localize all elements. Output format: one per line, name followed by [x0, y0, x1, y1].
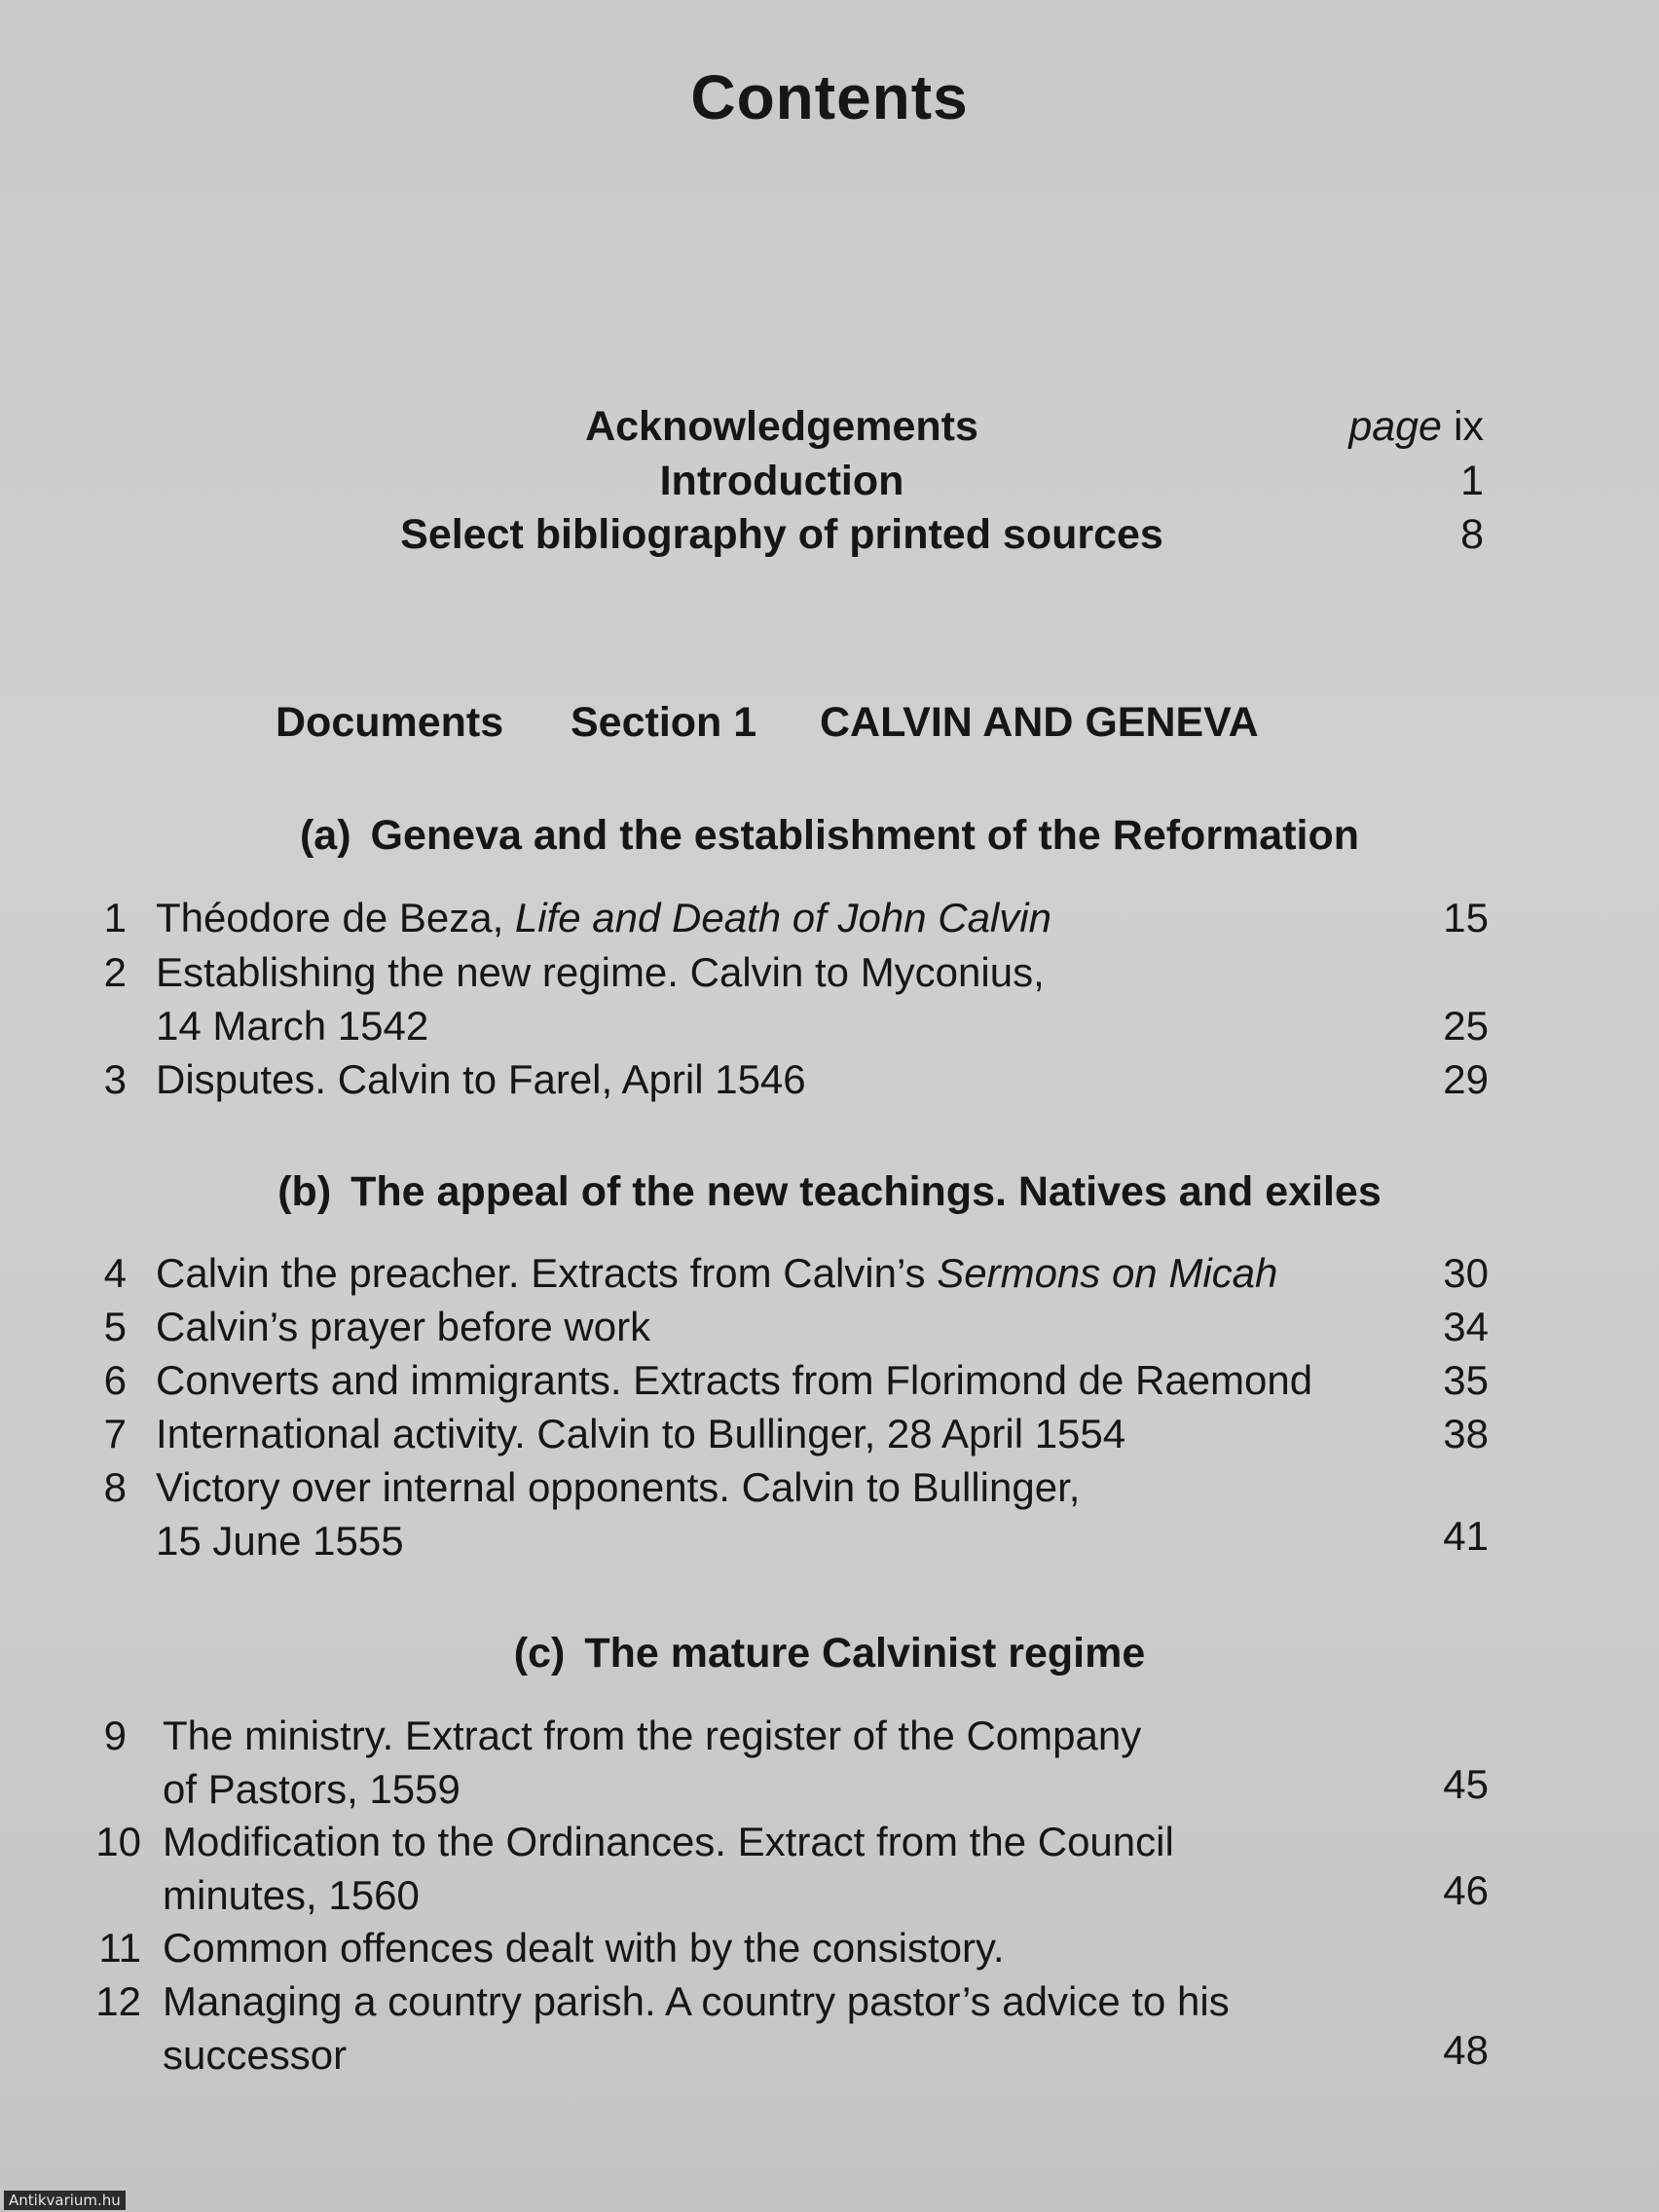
front-matter-page — [1460, 454, 1484, 508]
watermark: Antikvarium.hu — [4, 2191, 126, 2210]
documents-section-heading — [0, 695, 1659, 750]
entry-title: Modification to the Ordinances. Extract from the Council minutes, 1560 — [163, 1815, 1370, 1922]
entry-title-continuation: 14 March 1542 — [156, 1003, 429, 1049]
entry-title: International activity. Calvin to Bullinger, 28 April 1554 — [156, 1411, 1126, 1456]
front-matter-row[interactable] — [0, 399, 1659, 454]
page-number: 1 — [1460, 458, 1484, 504]
front-matter-row[interactable] — [0, 454, 1659, 508]
entry-page: 15 — [1443, 895, 1489, 940]
page-number: ix — [1453, 403, 1484, 450]
entry-number: 12 — [95, 1978, 141, 2024]
entry-page: 38 — [1443, 1411, 1489, 1456]
front-matter-label: Acknowledgements — [585, 403, 978, 450]
entry-number: 10 — [95, 1819, 141, 1864]
entry-title-continuation: minutes, 1560 — [163, 1872, 420, 1918]
entry-page: 34 — [1443, 1304, 1489, 1349]
entry-number: 9 — [103, 1713, 127, 1758]
entry-number: 3 — [103, 1056, 127, 1102]
entry-title-continuation: 15 June 1555 — [156, 1518, 404, 1564]
subsection-title: The mature Calvinist regime — [584, 1630, 1146, 1677]
entry-page: 46 — [1443, 1867, 1489, 1913]
entry-page: 29 — [1443, 1056, 1489, 1102]
front-matter-label: Select bibliography of printed sources — [400, 511, 1163, 558]
entry-page: 25 — [1443, 1003, 1489, 1049]
entry-number: 6 — [103, 1357, 127, 1403]
entry-number: 1 — [103, 895, 127, 940]
section-label: Section 1 — [571, 699, 757, 746]
entry-number: 11 — [98, 1925, 141, 1971]
front-matter-row[interactable] — [0, 507, 1659, 562]
entry-title-continuation: of Pastors, 1559 — [163, 1766, 461, 1812]
entry-title: Théodore de Beza, Life and Death of John Calvin — [156, 895, 1051, 940]
front-matter-page — [1460, 507, 1484, 562]
entry-number: 5 — [103, 1304, 127, 1349]
subsection-letter: (c) — [513, 1630, 566, 1677]
entry-title: Managing a country parish. A country pastor’s advice to his successor — [163, 1974, 1370, 2082]
entry-page: 41 — [1443, 1513, 1489, 1559]
entry-page: 48 — [1443, 2027, 1489, 2073]
page-title: Contents — [690, 62, 969, 132]
entry-number: 4 — [103, 1250, 127, 1296]
subsection-title: Geneva and the establishment of the Reformation — [370, 812, 1360, 859]
subsection-title: The appeal of the new teachings. Natives and exiles — [350, 1168, 1382, 1215]
entry-page: 30 — [1443, 1250, 1489, 1296]
entry-page: 35 — [1443, 1357, 1489, 1403]
entry-title: Calvin the preacher. Extracts from Calvin’s Sermons on Micah — [156, 1250, 1278, 1296]
entry-number: 2 — [103, 949, 127, 995]
subsection-letter: (a) — [299, 812, 351, 859]
front-matter-label: Introduction — [659, 458, 904, 504]
part-label: Documents — [276, 699, 504, 746]
entry-title: Common offences dealt with by the consistory. — [163, 1925, 1005, 1971]
section-title: CALVIN AND GENEVA — [820, 699, 1259, 746]
entry-title: The ministry. Extract from the register of the Company of Pastors, 1559 — [163, 1709, 1370, 1816]
entry-page: 45 — [1443, 1761, 1489, 1807]
entry-title: Disputes. Calvin to Farel, April 1546 — [156, 1056, 806, 1102]
entry-title-italic: Sermons on Micah — [937, 1250, 1278, 1296]
front-matter-page — [1348, 399, 1484, 454]
subsection-letter: (b) — [277, 1168, 332, 1215]
entry-title: Calvin’s prayer before work — [156, 1304, 651, 1349]
page-number: 8 — [1460, 511, 1484, 558]
entry-title: Converts and immigrants. Extracts from Florimond de Raemond — [156, 1357, 1313, 1403]
entry-title: Victory over internal opponents. Calvin to Bullinger, 15 June 1555 — [156, 1460, 1363, 1567]
entry-title-continuation: successor — [163, 2032, 348, 2078]
entry-title-italic: Life and Death of John Calvin — [514, 895, 1051, 940]
subsection-heading — [0, 1164, 1659, 1219]
entry-number: 8 — [103, 1464, 127, 1510]
page-prefix: page — [1348, 403, 1442, 450]
entry-number: 7 — [103, 1411, 127, 1456]
subsection-heading — [0, 1626, 1659, 1680]
entry-title: Establishing the new regime. Calvin to Myconius, 14 March 1542 — [156, 945, 1363, 1052]
subsection-heading — [0, 808, 1659, 863]
